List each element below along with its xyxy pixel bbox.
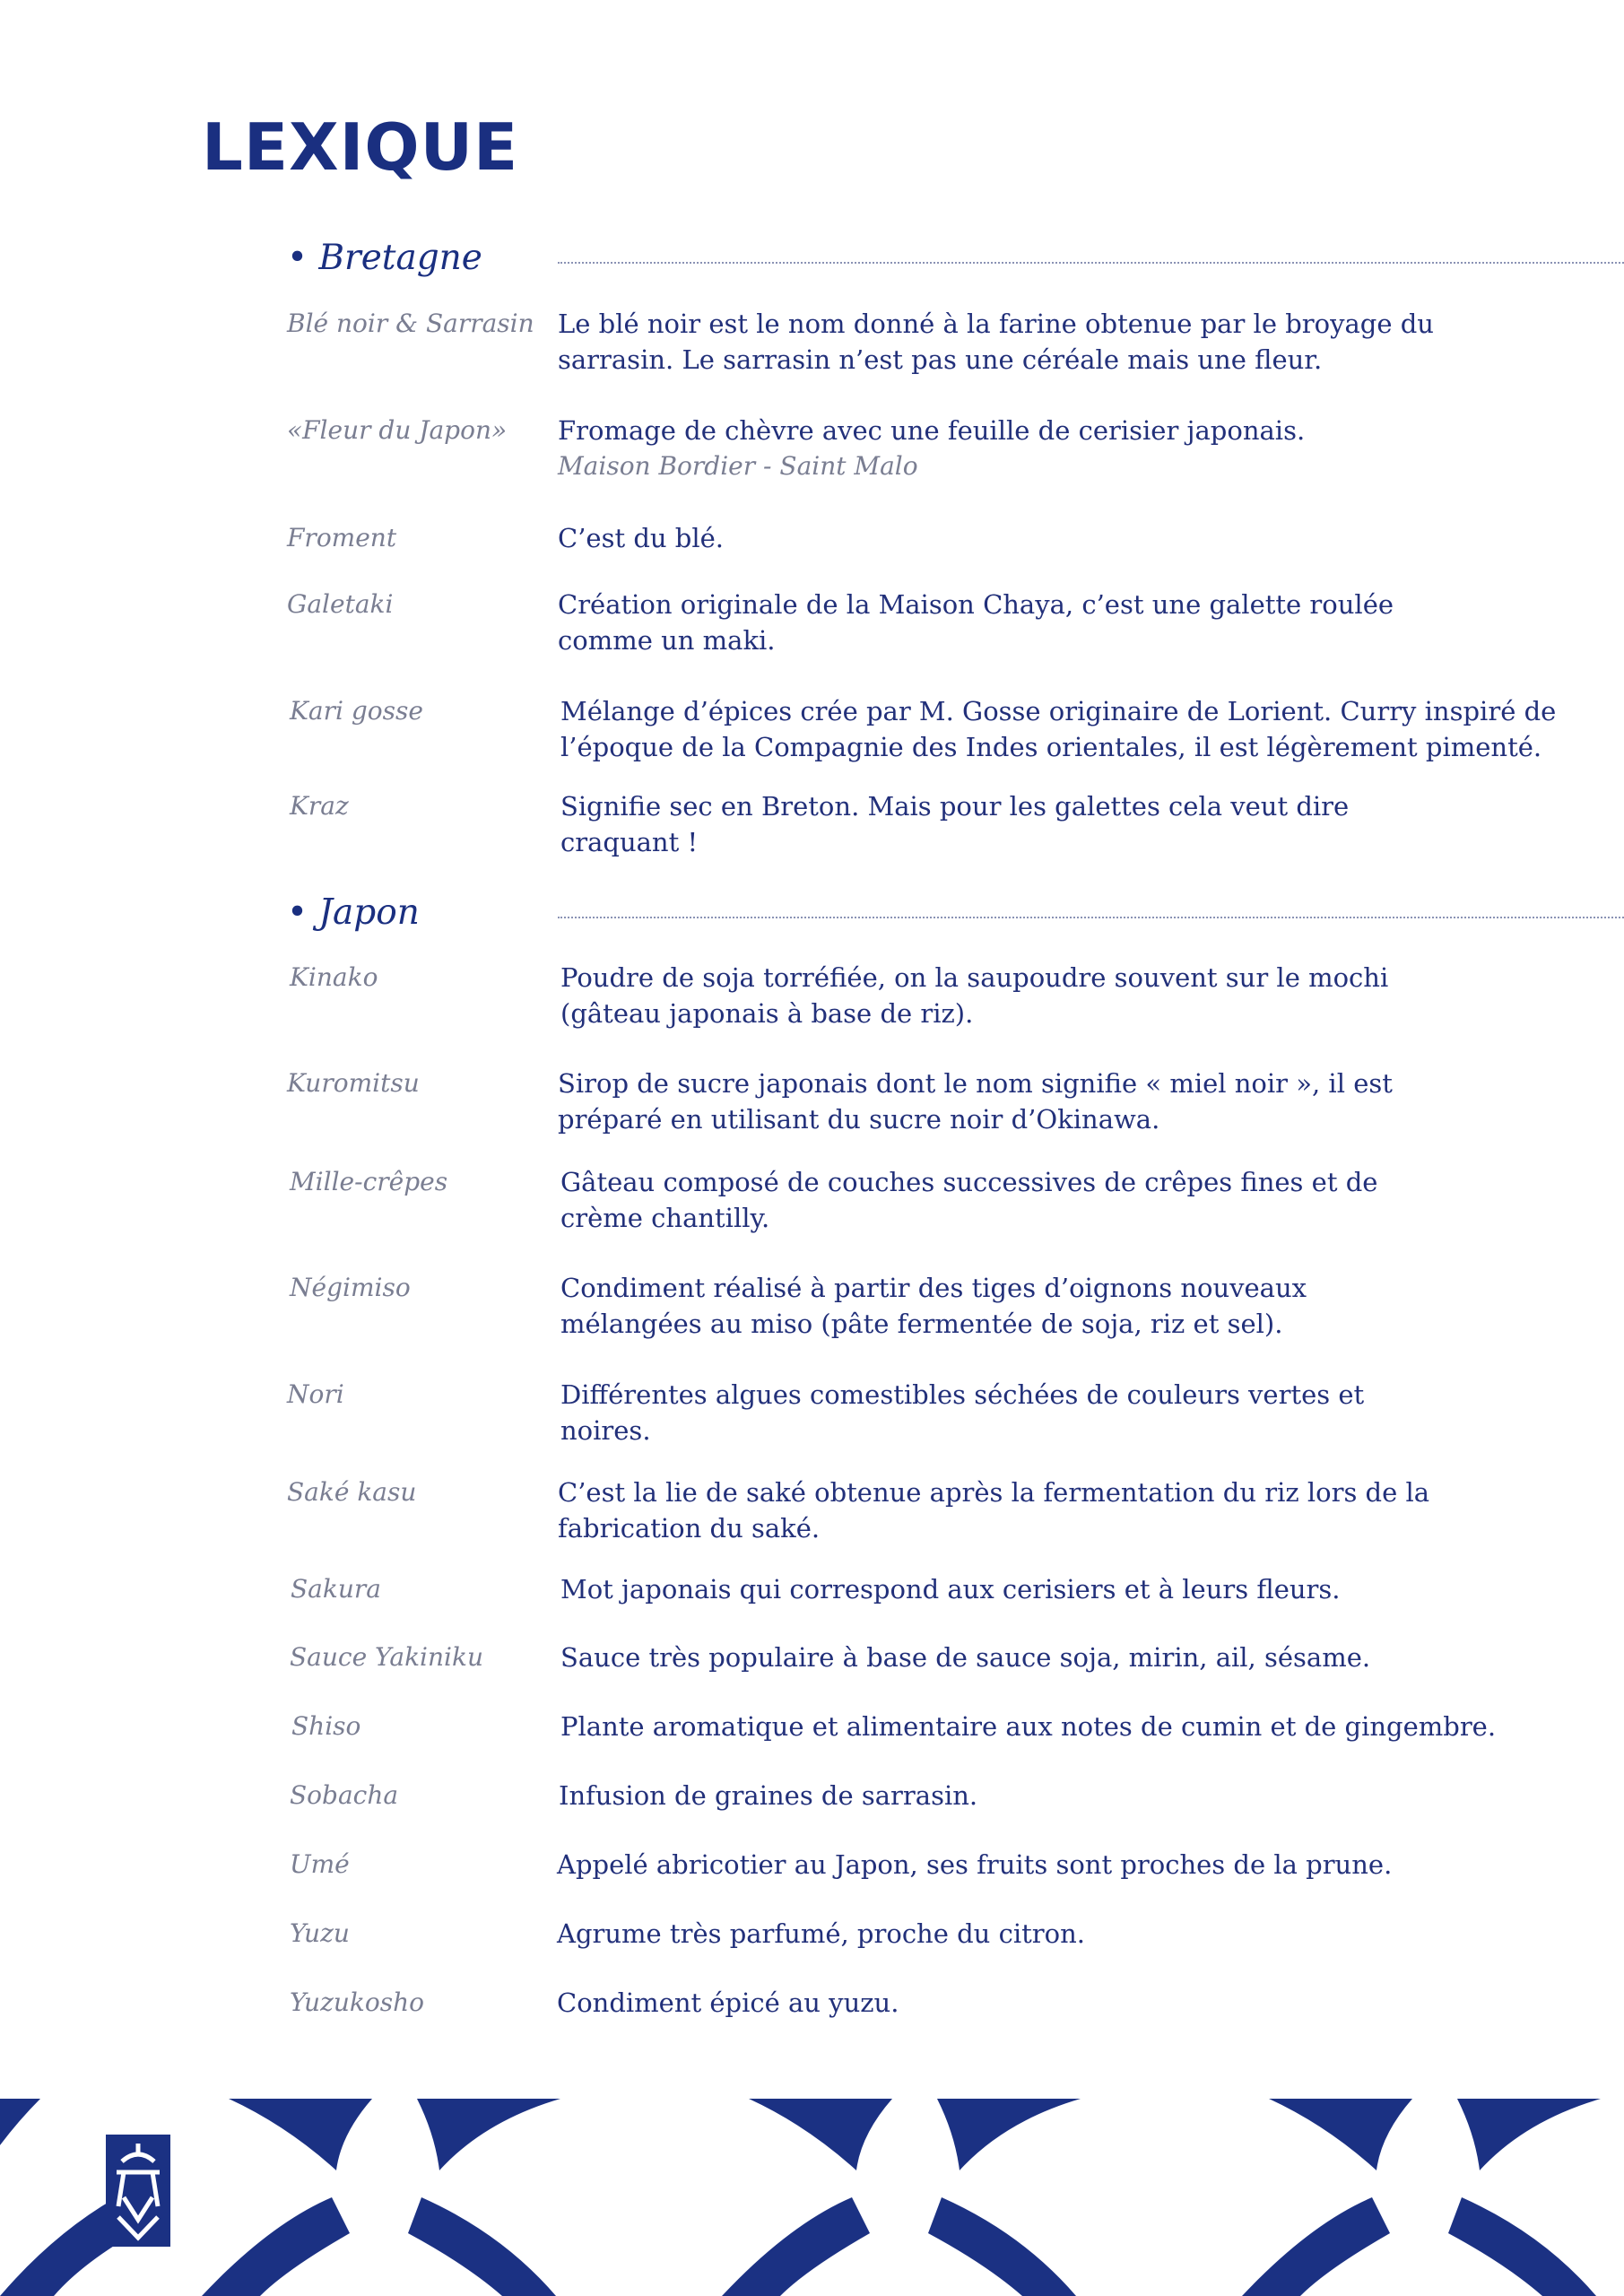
entry-definition [560, 1709, 1601, 1744]
entry-term: Sakura [291, 1574, 381, 1604]
entry-term: Nori [287, 1379, 344, 1409]
entry-definition [557, 1916, 1597, 1952]
definition-line: crème chantilly. [560, 1203, 770, 1233]
entry-definition [560, 1377, 1601, 1448]
definition-line: (gâteau japonais à base de riz). [560, 998, 974, 1029]
definition-source: Maison Bordier - Saint Malo [558, 451, 918, 481]
definition-line: Appelé abricotier au Japon, ses fruits sont proches de la prune. [557, 1849, 1393, 1880]
definition-line: comme un maki. [558, 625, 776, 656]
entry-term: Yuzukosho [290, 1987, 424, 2017]
entry-definition [560, 1164, 1601, 1236]
definition-line: Le blé noir est le nom donné à la farine obtenue par le broyage du [558, 309, 1434, 339]
definition-line: Infusion de graines de sarrasin. [559, 1780, 978, 1811]
entry-definition [560, 1639, 1601, 1675]
definition-line: Condiment épicé au yuzu. [557, 1987, 899, 2018]
entry-term: Galetaki [287, 589, 394, 619]
definition-line: Condiment réalisé à partir des tiges d’oignons nouveaux [560, 1273, 1307, 1303]
entry-term: «Fleur du Japon» [287, 415, 508, 445]
entry-definition [557, 1985, 1597, 2021]
entry-definition [560, 693, 1601, 765]
entry-term: Sauce Yakiniku [290, 1642, 483, 1672]
definition-line: Fromage de chèvre avec une feuille de cerisier japonais. [558, 415, 1306, 446]
entry-definition [560, 788, 1601, 860]
entry-definition [560, 1571, 1601, 1607]
entry-term: Négimiso [290, 1273, 411, 1302]
definition-line: Plante aromatique et alimentaire aux notes de cumin et de gingembre. [560, 1711, 1497, 1742]
entry-term: Shiso [291, 1711, 361, 1741]
section-divider [558, 262, 1624, 264]
entry-term: Sobacha [290, 1780, 399, 1810]
definition-line: Agrume très parfumé, proche du citron. [557, 1918, 1085, 1949]
definition-line: Signifie sec en Breton. Mais pour les galettes cela veut dire [560, 791, 1350, 822]
entry-definition [560, 1270, 1601, 1342]
entry-definition [558, 413, 1598, 484]
entry-definition [559, 1778, 1599, 1813]
definition-line: Création originale de la Maison Chaya, c’est une galette roulée [558, 589, 1394, 620]
entry-definition [558, 306, 1598, 378]
entry-definition [558, 1065, 1598, 1137]
definition-line: Mot japonais qui correspond aux cerisiers et à leurs fleurs. [560, 1574, 1341, 1605]
definition-line: craquant ! [560, 827, 699, 857]
definition-line: noires. [560, 1415, 651, 1446]
lighthouse-logo-icon [106, 2135, 170, 2247]
entry-term: Blé noir & Sarrasin [287, 309, 534, 338]
entry-term: Saké kasu [287, 1477, 417, 1507]
section-heading: • Bretagne [287, 238, 482, 278]
entry-term: Umé [290, 1849, 350, 1879]
entry-definition [557, 1847, 1597, 1883]
footer-wave-pattern [0, 2099, 1624, 2296]
page-title: LEXIQUE [202, 109, 519, 185]
definition-line: l’époque de la Compagnie des Indes orientales, il est légèrement pimenté. [560, 732, 1542, 762]
definition-line: Gâteau composé de couches successives de crêpes fines et de [560, 1167, 1378, 1197]
entry-definition [558, 587, 1598, 658]
entry-definition [560, 960, 1601, 1031]
entry-term: Kari gosse [290, 696, 423, 726]
definition-line: C’est du blé. [558, 523, 725, 553]
definition-line: Poudre de soja torréfiée, on la saupoudre souvent sur le mochi [560, 962, 1389, 993]
definition-line: Sirop de sucre japonais dont le nom signifie « miel noir », il est [558, 1068, 1393, 1099]
entry-term: Froment [287, 523, 397, 552]
section-heading: • Japon [287, 892, 420, 933]
entry-term: Mille-crêpes [290, 1167, 448, 1196]
definition-line: Différentes algues comestibles séchées de couleurs vertes et [560, 1379, 1365, 1410]
definition-line: sarrasin. Le sarrasin n’est pas une céréale mais une fleur. [558, 344, 1323, 375]
section-divider [558, 917, 1624, 918]
entry-term: Kuromitsu [287, 1068, 420, 1098]
definition-line: mélangées au miso (pâte fermentée de soja, riz et sel). [560, 1309, 1283, 1339]
definition-line: Mélange d’épices crée par M. Gosse originaire de Lorient. Curry inspiré de [560, 696, 1557, 726]
definition-line: fabrication du saké. [558, 1513, 821, 1544]
entry-term: Kinako [290, 962, 378, 992]
entry-term: Yuzu [290, 1918, 350, 1948]
definition-line: C’est la lie de saké obtenue après la fermentation du riz lors de la [558, 1477, 1430, 1508]
definition-line: préparé en utilisant du sucre noir d’Okinawa. [558, 1104, 1160, 1135]
entry-term: Kraz [290, 791, 349, 821]
definition-line: Sauce très populaire à base de sauce soja, mirin, ail, sésame. [560, 1642, 1371, 1673]
entry-definition [558, 1474, 1598, 1546]
entry-definition [558, 520, 1598, 556]
